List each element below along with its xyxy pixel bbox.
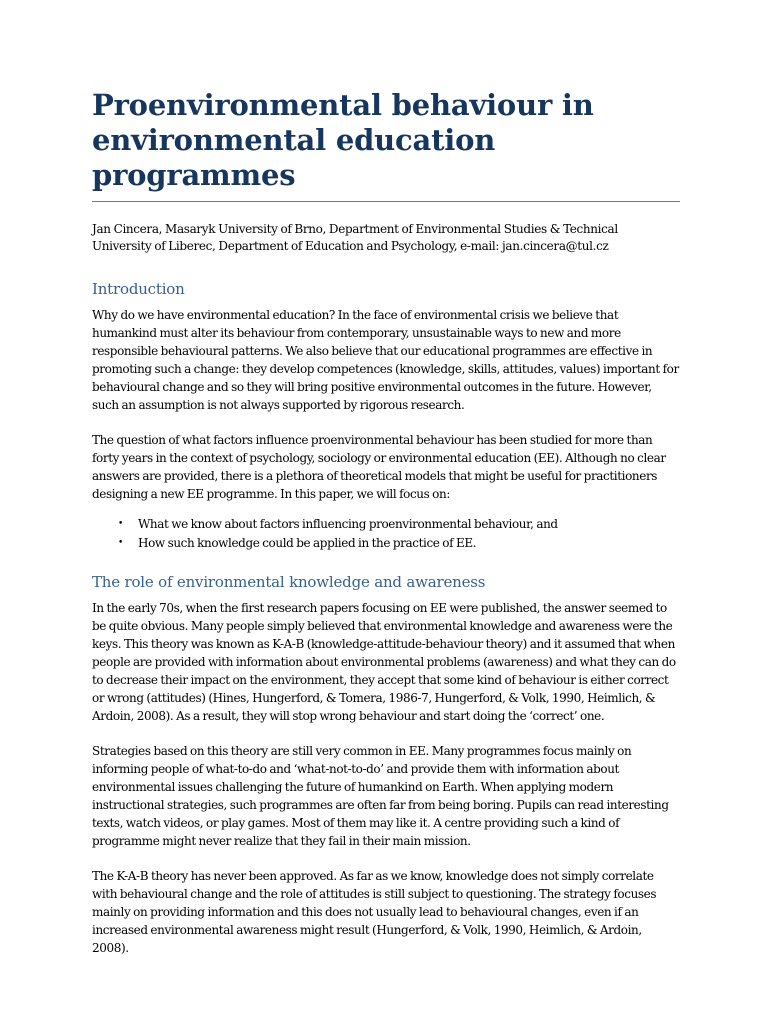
section-heading: The role of environmental knowledge and awareness (92, 573, 486, 591)
list-item (92, 515, 680, 534)
title-line-1: Proenvironmental behaviour in (92, 88, 594, 122)
bullet-list (92, 515, 680, 553)
paragraph: In the early 70s, when the first research papers focusing on EE were published, the answer seemed to be quite obvious. Many people simply believed that environmental knowledge and awareness were the keys. This theory was known as K-A-B (knowledge-attitude-behaviour theory) and it assumed that when people are provided with information about environmental problems (awareness) and what they can do to decrease their impact on the environment, they accept that some kind of behaviour is either correct or wrong (attitudes) (Hines, Hungerford, & Tomera, 1986-7, Hungerford, & Volk, 1990, Heimlich, & Ardoin, 2008). As a result, they will stop wrong behaviour and start doing the ‘correct’ one. (92, 601, 676, 723)
document-page (92, 88, 680, 974)
bullet-icon: • (118, 538, 123, 548)
list-item (92, 534, 680, 553)
list-item-text: How such knowledge could be applied in the practice of EE. (138, 536, 477, 550)
paragraph: Why do we have environmental education? In the face of environmental crisis we believe that humankind must alter its behaviour from contemporary, unsustainable ways to new and more responsible behavioural patterns. We also believe that our educational programmes are effective in promoting such a change: they develop competences (knowledge, skills, attitudes, values) important for behavioural change and so they will bring positive environmental outcomes in the future. However, such an assumption is not always supported by rigorous research. (92, 308, 679, 412)
document-title (92, 88, 680, 201)
author-affiliation: Jan Cincera, Masaryk University of Brno, Department of Environmental Studies & Technical University of Liberec, Department of Education and Psychology, e-mail: jan.cincera@tul.cz (92, 222, 618, 253)
title-line-2: environmental education programmes (92, 123, 496, 192)
list-item-text: What we know about factors influencing proenvironmental behaviour, and (138, 517, 558, 531)
section-introduction (92, 279, 680, 553)
paragraph: Strategies based on this theory are still very common in EE. Many programmes focus mainly on informing people of what-to-do and ‘what-not-to-do’ and provide them with information about environmental issues challenging the future of humankind on Earth. When applying modern instructional strategies, such programmes are often far from being boring. Pupils can read interesting texts, watch videos, or play games. Most of them may like it. A centre providing such a kind of programme might never realize that they fail in their main mission. (92, 744, 669, 848)
section-heading: Introduction (92, 280, 185, 298)
section-role-of-knowledge (92, 572, 680, 957)
paragraph: The K-A-B theory has never been approved. As far as we know, knowledge does not simply correlate with behavioural change and the role of attitudes is still subject to questioning. The strategy focuses mainly on providing information and this does not usually lead to behavioural changes, even if an increased environmental awareness might result (Hungerford, & Volk, 1990, Heimlich, & Ardoin, 2008). (92, 869, 657, 955)
bullet-icon: • (118, 519, 123, 529)
paragraph: The question of what factors influence proenvironmental behaviour has been studied for more than forty years in the context of psychology, sociology or environmental education (EE). Although no clear answers are provided, there is a plethora of theoretical models that might be useful for practitioners designing a new EE programme. In this paper, we will focus on: (92, 433, 666, 501)
title-divider (92, 201, 680, 202)
